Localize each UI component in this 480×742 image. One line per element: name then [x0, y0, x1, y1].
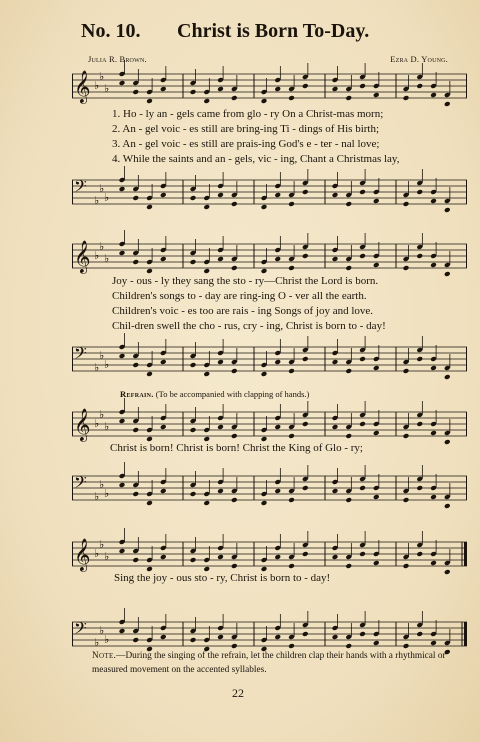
note-head [430, 494, 437, 500]
flat-icon: ♭ [104, 487, 110, 500]
note-head [302, 485, 309, 491]
flat-icon: ♭ [104, 191, 110, 204]
note-head [416, 83, 423, 89]
treble-staff-1 [72, 66, 467, 106]
note-head [190, 491, 197, 497]
note-head [119, 186, 126, 192]
music-system-2 [72, 236, 467, 376]
note-head [373, 198, 380, 204]
note-head [430, 560, 437, 566]
note-head [373, 560, 380, 566]
note-head [302, 551, 309, 557]
note-head [430, 365, 437, 371]
flat-icon: ♭ [104, 420, 110, 433]
note-head [217, 256, 224, 262]
note-head [332, 554, 339, 560]
treble-clef-icon: 𝄞 [74, 538, 91, 571]
note-head [119, 628, 126, 634]
note-head [160, 634, 167, 640]
verse-lyrics-1 [112, 107, 467, 167]
note-head [332, 488, 339, 494]
flat-icon: ♭ [99, 478, 105, 491]
note-head [146, 204, 153, 210]
note-head [373, 92, 380, 98]
music-system-1 [72, 66, 467, 206]
note-head [160, 488, 167, 494]
refrain-heading [120, 389, 309, 399]
note-head [302, 253, 309, 259]
treble-staff-4 [72, 534, 467, 574]
composer-credit: Ezra D. Young. [390, 54, 448, 64]
note-head [231, 368, 238, 374]
note-body: —During the singing of the refrain, let the children clap their hands with a rhythmical or measured movement on the accented syllables. [92, 651, 446, 675]
note-head [274, 256, 281, 262]
note-head [302, 356, 309, 362]
flat-icon: ♭ [99, 538, 105, 551]
refrain-lyric-1: Christ is born! Christ is born! Christ the King of Glo - ry; [110, 442, 363, 454]
note-head [444, 439, 451, 445]
flat-icon: ♭ [99, 182, 105, 195]
note-head [302, 631, 309, 637]
note-head [288, 563, 295, 569]
flat-icon: ♭ [94, 194, 100, 207]
note-head [288, 368, 295, 374]
note-head [359, 189, 366, 195]
flat-icon: ♭ [94, 79, 100, 92]
note-head [132, 195, 139, 201]
note-head [416, 189, 423, 195]
note-head [359, 485, 366, 491]
note-head [288, 497, 295, 503]
bass-staff-4 [72, 614, 467, 654]
bass-clef-icon: 𝄢 [74, 618, 87, 642]
lyric-line-verse-1: Joy - ous - ly they sang the sto - ry—Christ the Lord is born. [112, 275, 379, 287]
hymn-header [75, 20, 465, 44]
note-head [274, 86, 281, 92]
final-barline [464, 542, 467, 566]
note-head [359, 631, 366, 637]
lyric-line-verse-2: Children's songs to - day are ring-ing O - ver all the earth. [112, 290, 367, 302]
note-head [132, 637, 139, 643]
note-head [231, 201, 238, 207]
note-head [416, 485, 423, 491]
note-head [332, 256, 339, 262]
note-head [416, 253, 423, 259]
note-head [217, 359, 224, 365]
note-head [373, 262, 380, 268]
flat-icon: ♭ [99, 408, 105, 421]
note-head [345, 201, 352, 207]
note-head [274, 424, 281, 430]
note-head [146, 371, 153, 377]
flat-icon: ♭ [104, 633, 110, 646]
flat-icon: ♭ [94, 249, 100, 262]
note-head [430, 640, 437, 646]
refrain-lyric-2: Sing the joy - ous sto - ry, Christ is born to - day! [114, 572, 331, 584]
bass-clef-icon: 𝄢 [74, 343, 87, 367]
note-head [274, 488, 281, 494]
note-head [119, 482, 126, 488]
bass-staff-1 [72, 172, 467, 212]
note-label: Note. [92, 651, 117, 661]
note-head [332, 359, 339, 365]
note-head [444, 569, 451, 575]
music-system-3 [72, 404, 467, 504]
treble-staff-3 [72, 404, 467, 444]
note-head [416, 421, 423, 427]
hymn-number: No. 10. [81, 20, 141, 42]
note-head [203, 204, 210, 210]
note-head [288, 265, 295, 271]
note-head [373, 430, 380, 436]
verse-lyrics-2 [112, 274, 467, 334]
final-barline [464, 622, 467, 646]
note-head [217, 488, 224, 494]
note-head [274, 554, 281, 560]
note-head [302, 421, 309, 427]
note-head [160, 256, 167, 262]
note-head [190, 427, 197, 433]
note-head [444, 374, 451, 380]
note-head [119, 548, 126, 554]
note-head [190, 259, 197, 265]
note-head [190, 89, 197, 95]
treble-clef-icon: 𝄞 [74, 70, 91, 103]
lyric-line-verse-1: 1. Ho - ly an - gels came from glo - ry On a Christ-mas morn; [112, 108, 384, 120]
bass-clef-icon: 𝄢 [74, 472, 87, 496]
note-head [160, 554, 167, 560]
note-head [332, 192, 339, 198]
note-head [444, 503, 451, 509]
music-system-4 [72, 534, 467, 649]
note-head [217, 86, 224, 92]
flat-icon: ♭ [94, 636, 100, 649]
note-head [373, 365, 380, 371]
hymn-title: Christ is Born To-Day. [177, 20, 370, 42]
note-head [288, 95, 295, 101]
note-head [203, 371, 210, 377]
note-head [430, 92, 437, 98]
flat-icon: ♭ [104, 252, 110, 265]
note-head [231, 563, 238, 569]
note-head [160, 424, 167, 430]
lyric-line-verse-2: 2. An - gel voic - es still are bring-ing Ti - dings of His birth; [112, 123, 380, 135]
note-head [345, 265, 352, 271]
note-head [160, 359, 167, 365]
lyric-line-verse-4: 4. While the saints and an - gels, vic - ing, Chant a Christmas lay, [112, 153, 400, 165]
note-head [403, 368, 410, 374]
note-head [132, 557, 139, 563]
note-head [231, 433, 238, 439]
note-head [430, 262, 437, 268]
page-number: 22 [232, 686, 244, 700]
note-head [190, 362, 197, 368]
note-head [190, 557, 197, 563]
note-head [119, 250, 126, 256]
lyric-line-verse-3: Children's voic - es too are rais - ing Songs of joy and love. [112, 305, 374, 317]
note-head [430, 198, 437, 204]
note-head [302, 83, 309, 89]
note-head [444, 207, 451, 213]
treble-staff-2 [72, 236, 467, 276]
lyric-line-verse-4: Chil-dren swell the cho - rus, cry - ing, Christ is born to - day! [112, 320, 386, 332]
performance-note [92, 649, 462, 677]
note-head [403, 497, 410, 503]
bass-clef-icon: 𝄢 [74, 176, 87, 200]
note-head [302, 189, 309, 195]
note-head [274, 634, 281, 640]
note-head [261, 98, 268, 104]
note-head [274, 192, 281, 198]
refrain-label: Refrain. [120, 389, 154, 399]
note-head [261, 371, 268, 377]
note-head [359, 551, 366, 557]
treble-clef-icon: 𝄞 [74, 408, 91, 441]
treble-clef-icon: 𝄞 [74, 240, 91, 273]
flat-icon: ♭ [99, 240, 105, 253]
note-head [231, 497, 238, 503]
note-head [217, 192, 224, 198]
note-head [359, 421, 366, 427]
flat-icon: ♭ [104, 550, 110, 563]
note-head [217, 424, 224, 430]
note-head [132, 89, 139, 95]
note-head [403, 201, 410, 207]
flat-icon: ♭ [104, 82, 110, 95]
note-head [119, 80, 126, 86]
note-head [146, 500, 153, 506]
flat-icon: ♭ [99, 624, 105, 637]
note-head [288, 201, 295, 207]
note-head [160, 86, 167, 92]
note-head [345, 95, 352, 101]
note-head [403, 95, 410, 101]
note-head [132, 491, 139, 497]
flat-icon: ♭ [99, 70, 105, 83]
flat-icon: ♭ [94, 547, 100, 560]
flat-icon: ♭ [99, 349, 105, 362]
flat-icon: ♭ [94, 490, 100, 503]
note-head [359, 356, 366, 362]
note-head [416, 551, 423, 557]
note-head [190, 637, 197, 643]
note-head [345, 497, 352, 503]
note-head [416, 631, 423, 637]
note-head [203, 98, 210, 104]
note-head [119, 418, 126, 424]
lyricist-credit: Julia R. Brown. [88, 54, 147, 64]
note-head [274, 359, 281, 365]
note-head [430, 430, 437, 436]
note-head [345, 368, 352, 374]
lyric-line-verse-3: 3. An - gel voic - es still are prais-ing God's e - ter - nal love; [112, 138, 380, 150]
note-head [190, 195, 197, 201]
note-head [203, 500, 210, 506]
note-head [231, 265, 238, 271]
note-head [231, 95, 238, 101]
note-head [416, 356, 423, 362]
note-head [261, 500, 268, 506]
note-head [132, 427, 139, 433]
note-head [217, 634, 224, 640]
bass-staff-3 [72, 468, 467, 508]
note-head [288, 433, 295, 439]
note-head [345, 563, 352, 569]
bass-staff-2 [72, 339, 467, 379]
flat-icon: ♭ [94, 417, 100, 430]
flat-icon: ♭ [94, 361, 100, 374]
note-head [217, 554, 224, 560]
note-head [261, 204, 268, 210]
note-head [403, 265, 410, 271]
note-head [373, 640, 380, 646]
flat-icon: ♭ [104, 358, 110, 371]
note-head [132, 259, 139, 265]
note-head [403, 433, 410, 439]
note-head [332, 424, 339, 430]
note-head [332, 634, 339, 640]
note-head [373, 494, 380, 500]
note-head [119, 353, 126, 359]
note-head [332, 86, 339, 92]
note-head [160, 192, 167, 198]
refrain-instruction: (To be accompanied with clapping of hands.) [155, 389, 310, 399]
note-head [359, 83, 366, 89]
note-head [359, 253, 366, 259]
note-head [146, 98, 153, 104]
note-head [345, 433, 352, 439]
note-head [403, 563, 410, 569]
note-head [132, 362, 139, 368]
